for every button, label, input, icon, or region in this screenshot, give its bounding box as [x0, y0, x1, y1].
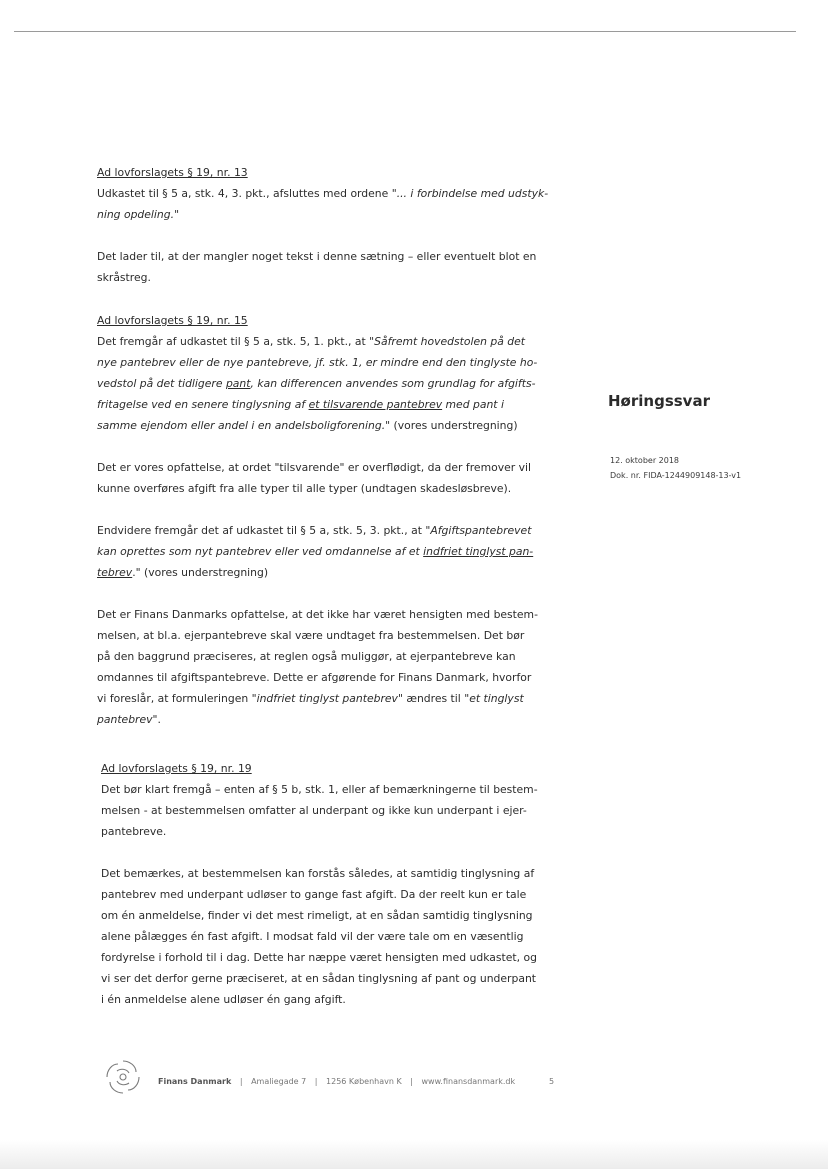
text-run: om én anmeldelse, finder vi det mest rimeligt, at en sådan samtidig tinglysning [101, 909, 533, 922]
text-run: tebrev [97, 566, 133, 579]
text-run: alene pålægges én fast afgift. I modsat fald vil der være tale om en væsentlig [101, 930, 524, 943]
footer-address: Amaliegade 7 [251, 1077, 307, 1086]
text-run: pantebreve. [101, 825, 167, 838]
text-run: indfriet tinglyst pantebrev [256, 692, 398, 705]
section-nr-15 [97, 310, 567, 730]
text-run: på den baggrund præciseres, at reglen også muliggør, at ejerpantebreve kan [97, 650, 516, 663]
text-run: indfriet tinglyst pan- [423, 545, 534, 558]
footer [158, 1077, 515, 1086]
document-number: Dok. nr. FIDA-1244909148-13-v1 [610, 471, 742, 480]
footer-org: Finans Danmark [158, 1077, 232, 1086]
text-run: fritagelse ved en senere tinglysning af [97, 398, 309, 411]
section-heading: Ad lovforslagets § 19, nr. 19 [101, 762, 252, 775]
section-heading: Ad lovforslagets § 19, nr. 13 [97, 166, 248, 179]
document-date: 12. oktober 2018 [610, 456, 680, 465]
document-type-title: Høringssvar [608, 392, 710, 410]
footer-separator: | [410, 1077, 413, 1086]
footer-separator: | [314, 1077, 318, 1086]
section-heading: Ad lovforslagets § 19, nr. 15 [97, 314, 248, 327]
paragraph [97, 183, 567, 225]
text-run: ". [152, 713, 161, 726]
document-meta [610, 453, 741, 483]
text-run: ning opdeling. [97, 208, 175, 221]
text-run: med pant i [442, 398, 504, 411]
text-run: , kan differencen anvendes som grundlag for afgifts- [250, 377, 536, 390]
text-run: Det bemærkes, at bestemmelsen kan forstås således, at samtidig tinglysning af [101, 867, 535, 880]
page-number: 5 [549, 1077, 555, 1086]
paragraph [97, 246, 567, 288]
paragraph [97, 331, 567, 436]
text-run: Det er vores opfattelse, at ordet "tilsvarende" er overflødigt, da der fremover vil [97, 461, 531, 474]
text-run: Endvidere fremgår det af udkastet til § 5 a, stk. 5, 3. pkt., at " [97, 524, 431, 537]
section-nr-19 [101, 758, 571, 1010]
paragraph [101, 779, 571, 842]
paragraph [101, 863, 571, 1010]
text-run: et tinglyst [469, 692, 524, 705]
section-nr-13 [97, 162, 567, 288]
text-run: " (vores understregning) [385, 419, 518, 432]
text-run: " [174, 208, 180, 221]
text-run: Det fremgår af udkastet til § 5 a, stk. 5, 1. pkt., at " [97, 335, 375, 348]
footer-city: 1256 København K [326, 1077, 402, 1086]
text-run: Såfremt hovedstolen på det [374, 335, 526, 348]
text-run: Det bør klart fremgå – enten af § 5 b, stk. 1, eller af bemærkningerne til bestem- [101, 783, 538, 796]
text-run: omdannes til afgiftspantebreve. Dette er afgørende for Finans Danmark, hvorfor [97, 671, 532, 684]
finans-danmark-logo-icon [103, 1057, 143, 1097]
text-run: melsen - at bestemmelsen omfatter al underpant og ikke kun underpant i ejer- [101, 804, 527, 817]
text-run: fordyrelse i forhold til i dag. Dette har næppe været hensigten med udkastet, og [101, 951, 537, 964]
text-run: samme ejendom eller andel i en andelsboligforening. [97, 419, 386, 432]
footer-website-link[interactable]: www.finansdanmark.dk [421, 1077, 516, 1086]
text-run: Afgiftspantebrevet [430, 524, 532, 537]
footer-separator: | [239, 1077, 243, 1086]
text-run: melsen, at bl.a. ejerpantebreve skal være undtaget fra bestemmelsen. Det bør [97, 629, 525, 642]
text-run: ... i forbindelse med udstyk- [396, 187, 549, 200]
paragraph [97, 520, 567, 583]
paragraph [97, 457, 567, 499]
text-run: ." (vores understregning) [132, 566, 269, 579]
text-run: Det lader til, at der mangler noget tekst i denne sætning – eller eventuelt blot en [97, 250, 537, 263]
text-run: skråstreg. [97, 271, 151, 284]
text-run: vi ser det derfor gerne præciseret, at en sådan tinglysning af pant og underpant [101, 972, 537, 985]
text-run: pantebrev med underpant udløser to gange fast afgift. Da der reelt kun er tale [101, 888, 527, 901]
text-run: pant [225, 377, 251, 390]
text-run: kan oprettes som nyt pantebrev eller ved omdannelse af et [97, 545, 424, 558]
text-run: vedstol på det tidligere [97, 377, 226, 390]
text-run: nye pantebrev eller de nye pantebreve, jf. stk. 1, er mindre end den tinglyste ho- [97, 356, 538, 369]
text-run: Det er Finans Danmarks opfattelse, at det ikke har været hensigten med bestem- [97, 608, 538, 621]
text-run: kunne overføres afgift fra alle typer til alle typer (undtagen skadesløsbreve). [97, 482, 512, 495]
text-run: i én anmeldelse alene udløser én gang afgift. [101, 993, 346, 1006]
text-run: " ændres til " [397, 692, 470, 705]
text-run: vi foreslår, at formuleringen " [97, 692, 257, 705]
text-run: Udkastet til § 5 a, stk. 4, 3. pkt., afsluttes med ordene " [97, 187, 397, 200]
text-run: et tilsvarende pantebrev [308, 398, 443, 411]
top-rule [14, 31, 796, 32]
text-run: pantebrev [97, 713, 153, 726]
paragraph [97, 604, 567, 730]
scan-shadow [0, 1140, 828, 1169]
